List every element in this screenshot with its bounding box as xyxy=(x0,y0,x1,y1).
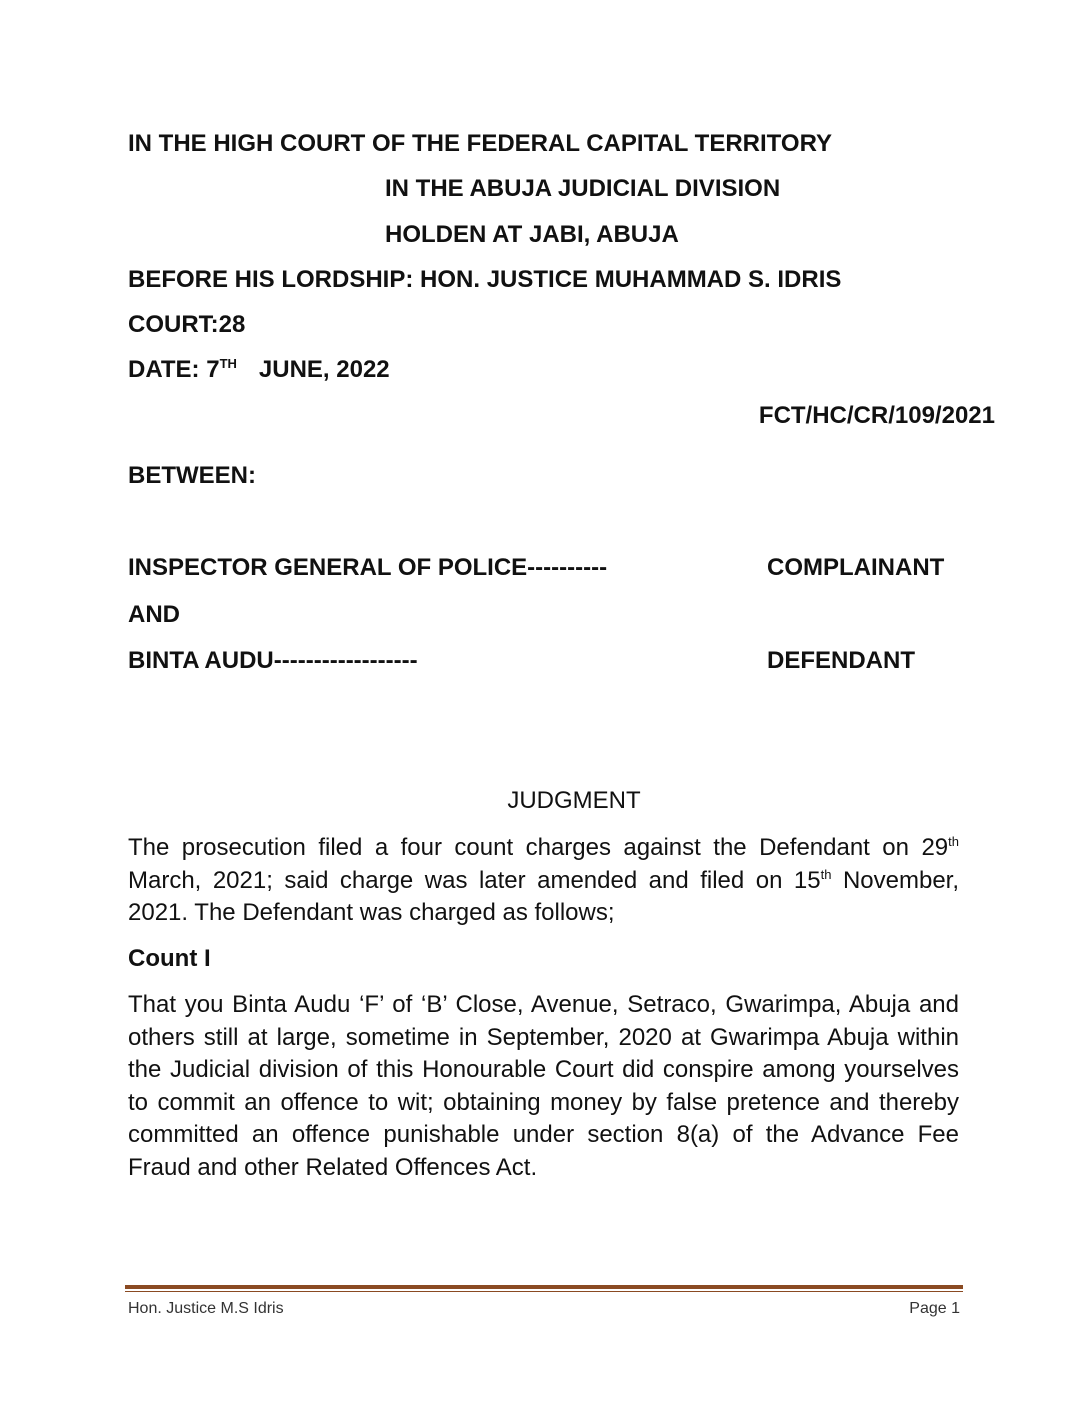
judgment-heading: JUDGMENT xyxy=(507,787,641,814)
before-line: BEFORE HIS LORDSHIP: HON. JUSTICE MUHAMMAD S. IDRIS xyxy=(128,266,842,293)
defendant-name: BINTA AUDU------------------ xyxy=(128,647,418,674)
judgment-date xyxy=(128,355,390,385)
complainant-role: COMPLAINANT xyxy=(767,554,945,581)
footer-author: Hon. Justice M.S Idris xyxy=(128,1300,284,1317)
footer-rule xyxy=(125,1285,963,1289)
case-number: FCT/HC/CR/109/2021 xyxy=(758,402,995,429)
footer-rule-thin xyxy=(125,1291,963,1292)
division-line: IN THE ABUJA JUDICIAL DIVISION xyxy=(385,175,781,202)
count-paragraph: That you Binta Audu ‘F’ of ‘B’ Close, Avenue, Setraco, Gwarimpa, Abuja and others still at large, sometime in September, 2020 at Gwarimpa Abuja within the Judicial division of this Honourable Court did conspire among yourselves to commit an offence to wit; obtaining money by false pretence and thereby committed an offence punishable under section 8(a) of the Advance Fee Fraud and other Related Offences Act. xyxy=(128,991,959,1181)
defendant-role: DEFENDANT xyxy=(767,647,915,674)
complainant-name: INSPECTOR GENERAL OF POLICE---------- xyxy=(128,554,608,581)
between-label: BETWEEN: xyxy=(128,462,256,489)
page-number: Page 1 xyxy=(909,1300,960,1317)
holden-line: HOLDEN AT JABI, ABUJA xyxy=(385,221,679,248)
intro-paragraph xyxy=(128,832,959,930)
court-title: IN THE HIGH COURT OF THE FEDERAL CAPITAL TERRITORY xyxy=(128,130,833,157)
intro-ordinal-1: th xyxy=(948,834,959,849)
count-heading: Count I xyxy=(128,945,211,972)
intro-text-b: March, 2021; said charge was later amended and filed on 15 xyxy=(128,866,821,894)
intro-text-c: November, 2021. The Defendant was charged as follows; xyxy=(128,866,960,926)
intro-text-a: The prosecution filed a four count charges against the Defendant on 29 xyxy=(128,834,949,861)
date-prefix: DATE: 7 xyxy=(128,356,220,383)
intro-ordinal-2: th xyxy=(820,866,832,882)
and-label: AND xyxy=(128,601,180,628)
date-ordinal: TH xyxy=(219,356,237,371)
court-number: COURT:28 xyxy=(128,311,246,338)
date-suffix: JUNE, 2022 xyxy=(258,356,390,383)
